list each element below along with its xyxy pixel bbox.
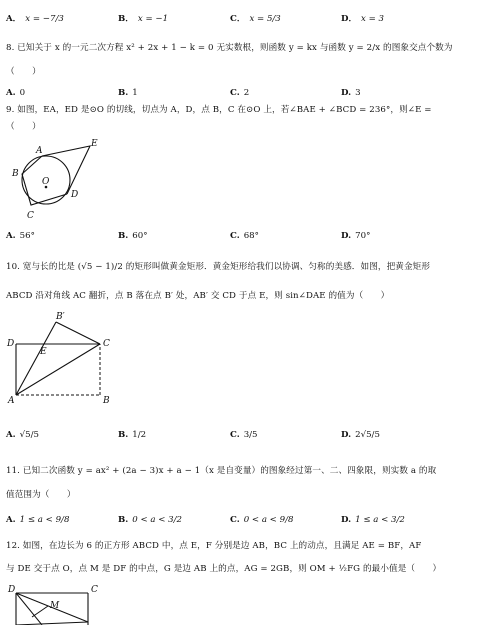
q11-choice-c: C. 0 < a < 9/8 [230, 515, 294, 525]
q11-choice-a: A. 1 ≤ a < 9/8 [6, 515, 70, 525]
segment-om [32, 606, 48, 617]
label-e: E [91, 139, 98, 149]
q9-choice-c: C. 68° [230, 231, 259, 241]
label-o: O [42, 177, 50, 187]
q9-choice-a: A. 56° [6, 231, 35, 241]
q11-choice-b: B. 0 < a < 3/2 [118, 515, 183, 525]
q7-choice-b: B． x = −1 [118, 14, 169, 24]
label-b: B [12, 169, 19, 179]
label-d: D [71, 190, 79, 200]
label-c: C [91, 585, 98, 595]
label-d: D [7, 339, 15, 349]
q7-choice-a: A． x = −7/3 [6, 14, 64, 24]
q10-choice-d: D. 2√5/5 [341, 430, 380, 440]
q12-square-figure [6, 584, 106, 625]
diagonal-ac [16, 344, 100, 395]
q9-choice-d: D. 70° [341, 231, 371, 241]
q11-choice-d: D. 1 ≤ a < 3/2 [341, 515, 405, 525]
q12-stem-line1: 12. 如图，在边长为 6 的正方形 ABCD 中，点 E，F 分别是边 AB，BC 上的动点，且满足 AE = BF，AF [6, 541, 422, 551]
q7-choice-d: D． x = 3 [341, 14, 385, 24]
label-m: M [50, 601, 60, 611]
q8-choice-c: C. 2 [230, 88, 250, 98]
label-a: A [8, 396, 15, 404]
segment-b1c [56, 322, 100, 344]
q10-choice-b: B. 1/2 [118, 430, 147, 440]
q11-stem-line1: 11. 已知二次函数 y = ax² + (2a − 3)x + a − 1（x 是自变量）的图象经过第一、二、四象限，则实数 a 的取 [6, 466, 437, 476]
q9-circle-figure [4, 134, 104, 226]
label-a: A [36, 146, 43, 156]
label-d: D [8, 585, 16, 595]
label-b-prime: B′ [56, 312, 65, 322]
q9-stem-line2: （ ） [6, 122, 41, 132]
q10-stem-line1: 10. 宽与长的比是 (√5 − 1)/2 的矩形叫做黄金矩形．黄金矩形给我们以协调、匀称的美感．如图，把黄金矩形 [6, 262, 431, 272]
q10-stem-line2: ABCD 沿对角线 AC 翻折，点 B 落在点 B′ 处，AB′ 交 CD 于点 E，则 sin∠DAE 的值为（ ） [6, 291, 390, 301]
q10-choice-c: C. 3/5 [230, 430, 258, 440]
q8-choice-b: B. 1 [118, 88, 138, 98]
q10-choice-a: A. √5/5 [6, 430, 39, 440]
q11-stem-line2: 值范围为（ ） [6, 490, 76, 500]
q12-stem-line2: 与 DE 交于点 O，点 M 是 DF 的中点，G 是边 AB 上的点，AG = 2GB，则 OM + ½FG 的最小值是（ ） [6, 564, 442, 574]
label-e: E [40, 347, 47, 357]
q7-choice-c: C． x = 5/3 [230, 14, 281, 24]
segment-ab1 [16, 322, 56, 395]
q8-stem-line2: （ ） [6, 67, 41, 77]
q9-stem-line1: 9. 如图，EA，ED 是⊙O 的切线，切点为 A，D，点 B，C 在⊙O 上，若∠BAE + ∠BCD = 236°，则∠E = [6, 105, 432, 115]
label-c: C [27, 211, 34, 221]
q8-choice-d: D. 3 [341, 88, 361, 98]
q10-rectangle-figure [4, 308, 116, 404]
q8-stem-line1: 8. 已知关于 x 的一元二次方程 x² + 2x + 1 − k = 0 无实数根，则函数 y = kx 与函数 y = 2/x 的图象交点个数为 [6, 43, 453, 53]
q9-choice-b: B. 60° [118, 231, 148, 241]
label-b: B [103, 396, 110, 404]
label-c: C [103, 339, 110, 349]
q8-choice-a: A. 0 [6, 88, 26, 98]
